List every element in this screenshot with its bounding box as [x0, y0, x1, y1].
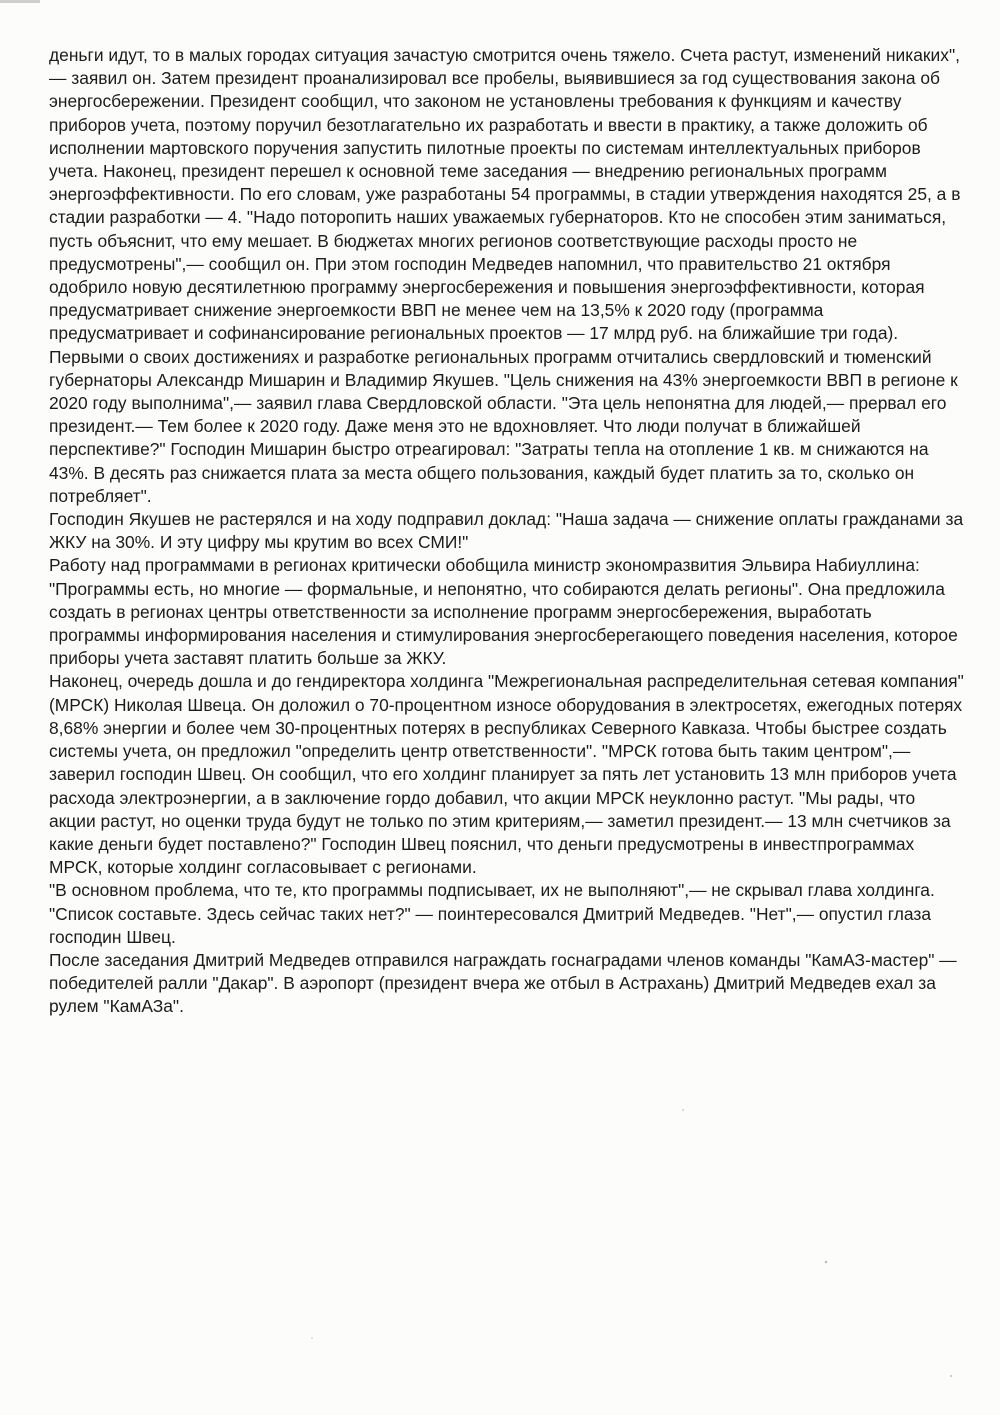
paragraph-2: Первыми о своих достижениях и разработке региональных программ отчитались свердловский и тюменский губернаторы Александр Мишарин и Владимир Якушев. "Цель снижения на 43% энергоемкости ВВП в регионе к 2020 году выполнима",— заявил глава Свердловской области. "Эта цель непонятна для людей,— прервал его президент.— Тем более к 2020 году. Даже меня это не вдохновляет. Что люди получат в ближайшей перспективе?" Господин Мишарин быстро отреагировал: "Затраты тепла на отопление 1 кв. м снижаются на 43%. В десять раз снижается плата за места общего пользования, каждый будет платить за то, сколько он потребляет".	[49, 346, 958, 506]
scan-edge-mark	[0, 0, 40, 3]
paragraph-5: Наконец, очередь дошла и до гендиректора холдинга "Межрегиональная распределительная сетевая компания" (МРСК) Николая Швеца. Он доложил о 70-процентном износе оборудования в электросетях, ежегодных потерях 8,68% энергии и более чем 30-процентных потерях в республиках Северного Кавказа. Чтобы быстрее создать системы учета, он предложил "определить центр ответственности". "МРСК готова быть таким центром",— заверил господин Швец. Он сообщил, что его холдинг планирует за пять лет установить 13 млн приборов учета расхода электроэнергии, а в заключение гордо добавил, что акции МРСК неуклонно растут. "Мы рады, что акции растут, но оценки труда будут не только по этим критериям,— заметил президент.— 13 млн счетчиков за какие деньги будет поставлено?" Господин Швец пояснил, что деньги предусмотрены в инвестпрограммах МРСК, которые холдинг согласовывает с регионами.	[49, 671, 964, 878]
article-body	[49, 44, 964, 1019]
paragraph-7: После заседания Дмитрий Медведев отправился награждать госнаградами членов команды "КамАЗ-мастер" — победителей ралли "Дакар". В аэропорт (президент вчера же отбыл в Астрахань) Дмитрий Медведев ехал за рулем "КамАЗа".	[49, 949, 957, 1017]
paragraph-1: деньги идут, то в малых городах ситуация зачастую смотрится очень тяжело. Счета растут, изменений никаких",— заявил он. Затем президент проанализировал все пробелы, выявившиеся за год существования закона об энергосбережении. Президент сообщил, что законом не установлены требования к функциям и качеству приборов учета, поэтому поручил безотлагательно их разработать и ввести в практику, а также доложить об исполнении мартовского поручения запустить пилотные проекты по системам интеллектуальных приборов учета. Наконец, президент перешел к основной теме заседания — внедрению региональных программ энергоэффективности. По его словам, уже разработаны 54 программы, в стадии утверждения находятся 25, а в стадии разработки — 4. "Надо поторопить наших уважаемых губернаторов. Кто не способен этим заниматься, пусть объяснит, что ему мешает. В бюджетах многих регионов соответствующие расходы просто не предусмотрены",— сообщил он. При этом господин Медведев напомнил, что правительство 21 октября одобрило новую десятилетнюю программу энергосбережения и повышения энергоэффективности, которая предусматривает снижение энергоемкости ВВП не менее чем на 13,5% к 2020 году (программа предусматривает и софинансирование региональных проектов — 17 млрд руб. на ближайшие три года).	[49, 45, 961, 344]
paragraph-3: Господин Якушев не растерялся и на ходу подправил доклад: "Наша задача — снижение оплаты гражданами за ЖКУ на 30%. И эту цифру мы крутим во всех СМИ!"	[49, 509, 964, 553]
paragraph-6: "В основном проблема, что те, кто программы подписывает, их не выполняют",— не скрывал глава холдинга. "Список составьте. Здесь сейчас таких нет?" — поинтересовался Дмитрий Медведев. "Нет",— опустил глаза господин Швец.	[49, 880, 935, 947]
paragraph-4: Работу над программами в регионах критически обобщила министр экономразвития Эльвира Набиуллина: "Программы есть, но многие — формальные, и непонятно, что собираются делать регионы". Она предложила создать в регионах центры ответственности за исполнение программ энергосбережения, выработать программы информирования населения и стимулирования энергосберегающего поведения населения, которое приборы учета заставят платить больше за ЖКУ.	[49, 555, 958, 669]
